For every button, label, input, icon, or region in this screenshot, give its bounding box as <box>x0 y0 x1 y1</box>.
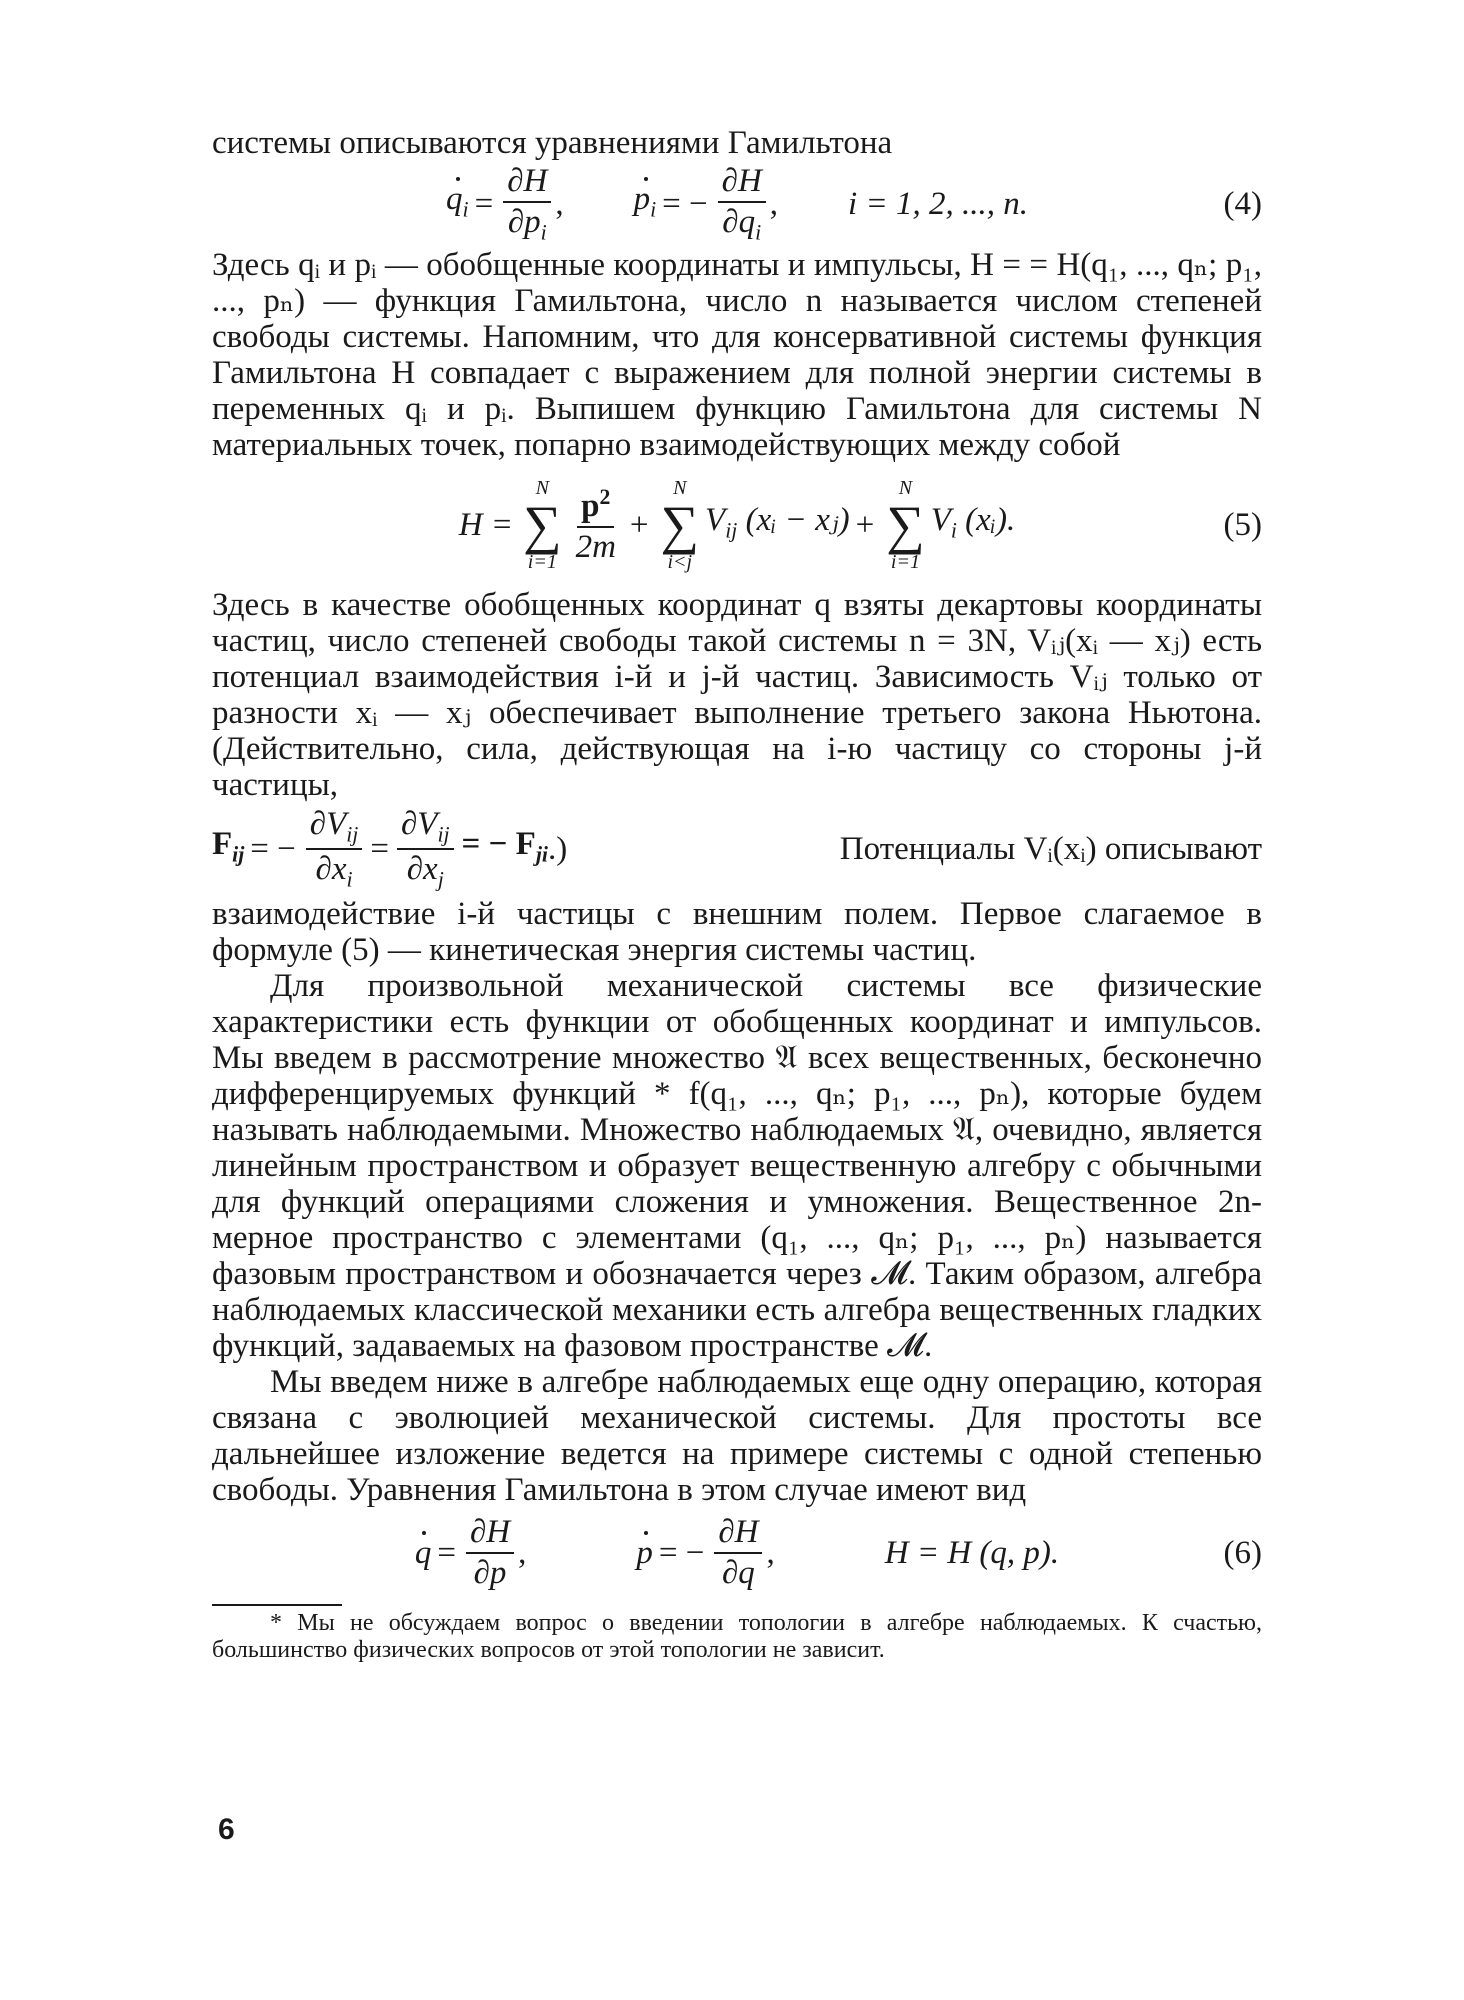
eq5-sum-3: N ∑ i=1 <box>886 477 925 573</box>
force-rhs: = − $F_{ji}$ <box>461 826 548 867</box>
eq5-plus-1: + <box>629 507 649 543</box>
force-lhs: $F_{ij}$ <box>212 826 245 867</box>
eq6-number: (6) <box>1223 1534 1262 1571</box>
eq4-range: i = 1, 2, ..., n. <box>848 186 1028 222</box>
eq6-frac-1: $\frac{\partial H}{\partial p}$ <box>466 1515 514 1590</box>
force-frac-1: $\frac{\partial V_{ij}}{\partial x_i}$ <box>306 807 363 892</box>
equation-4 <box>212 162 1262 245</box>
paragraph-2: Здесь qᵢ и pᵢ — обобщенные координаты и импульсы, H = = H(q₁, ..., qₙ; p₁, ..., pₙ) — функция Гамильтона, число n называется числом степеней свободы системы. Напомним, что для консервативной системы функция Гамильтона H совпадает с выражением для полной энергии системы в переменных qᵢ и pᵢ. Выпишем функцию Гамильтона для системы N материальных точек, попарно взаимодействующих между собой <box>212 247 1262 463</box>
eq5-sum-1: N ∑ i=1 <box>523 477 562 573</box>
eq6-comma-2: , <box>766 1534 775 1571</box>
eq4-frac-1: $\frac{\partial H}{\partial p_i}$ <box>503 164 551 244</box>
force-frac-2: $\frac{\partial V_{ij}}{\partial x_j}$ <box>397 807 454 892</box>
page-number: 6 <box>218 1813 235 1846</box>
eq6-equals: = <box>437 1534 456 1571</box>
eq5-plus-2: + <box>855 507 875 543</box>
eq6-minus-equals: = − <box>658 1534 705 1571</box>
eq5-lhs: H = <box>458 507 514 543</box>
eq6-pdot: p <box>636 1534 653 1571</box>
force-tail: Потенциалы Vᵢ(xᵢ) описывают <box>839 831 1262 868</box>
eq6-qdot: q <box>414 1534 432 1571</box>
paragraph-3: Здесь в качестве обобщенных координат q взяты декартовы координаты частиц, число степеней свободы такой системы n = 3N, Vᵢⱼ(xᵢ — xⱼ) есть потенциал взаимодействия i-й и j-й частиц. Зависимость Vᵢⱼ только от разности xᵢ — xⱼ обеспечивает выполнение третьего закона Ньютона. (Действительно, сила, действующая на i-ю частицу со стороны j-й частицы, <box>212 587 1262 803</box>
force-eq-minus: = − <box>250 831 296 868</box>
eq4-minus-equals: = − <box>662 186 708 222</box>
force-eq: = <box>370 831 389 868</box>
eq6-frac-2: $\frac{\partial H}{\partial q}$ <box>714 1515 762 1590</box>
eq6-rhs: H = H (q, p). <box>884 1534 1060 1571</box>
equation-6 <box>212 1514 1262 1592</box>
eq4-qdot: $q_i$ <box>446 181 469 228</box>
eq4-frac-2: $\frac{\partial H}{\partial q_i}$ <box>718 164 766 244</box>
paragraph-6: Мы введем ниже в алгебре наблюдаемых еще одну операцию, которая связана с эволюцией механической системы. Для простоты все дальнейшее изложение ведется на примере системы с одной степенью свободы. Уравнения Гамильтона в этом случае имеют вид <box>212 1363 1262 1508</box>
eq5-number: (5) <box>1223 507 1262 543</box>
eq6-comma-1: , <box>518 1534 527 1571</box>
eq4-equals: = <box>474 186 494 222</box>
force-formula-line <box>212 807 1262 892</box>
eq5-sum-2: N ∑ i<j <box>660 477 700 573</box>
paragraph-1: системы описываются уравнениями Гамильтона <box>212 125 893 161</box>
force-close: .) <box>547 831 568 868</box>
eq5-term-2: $V_{ij}$ (xᵢ − xⱼ) <box>705 501 850 543</box>
eq4-comma-2: , <box>769 186 779 222</box>
equation-5 <box>212 469 1262 581</box>
eq4-number: (4) <box>1223 186 1262 222</box>
eq4-pdot: $p_i$ <box>634 181 657 228</box>
eq5-kinetic-frac: $\frac{p^2}{2m}$ <box>575 484 616 565</box>
eq5-term-3: $V_i$ (xᵢ). <box>930 501 1016 543</box>
page-body <box>212 125 1262 1664</box>
eq4-comma-1: , <box>555 186 564 222</box>
paragraph-4: взаимодействие i-й частицы с внешним полем. Первое слагаемое в формуле (5) — кинетическая энергия системы частиц. <box>212 895 1262 968</box>
footnote-rule <box>212 1604 342 1606</box>
paragraph-5: Для произвольной механической системы все физические характеристики есть функции от обобщенных координат и импульсов. Мы введем в рассмотрение множество 𝔄 всех вещественных, бесконечно дифференцируемых функций * f(q₁, ..., qₙ; p₁, ..., pₙ), которые будем называть наблюдаемыми. Множество наблюдаемых 𝔄, очевидно, является линейным пространством и образует вещественную алгебру с обычными для функций операциями сложения и умножения. Вещественное 2n-мерное пространство с элементами (q₁, ..., qₙ; p₁, ..., pₙ) называется фазовым пространством и обозначается через 𝓜. Таким образом, алгебра наблюдаемых классической механики есть алгебра вещественных гладких функций, задаваемых на фазовом пространстве 𝓜. <box>212 967 1262 1364</box>
footnote: * Мы не обсуждаем вопрос о введении топологии в алгебре наблюдаемых. К счастью, большинство физических вопросов от этой топологии не зависит. <box>212 1609 1262 1663</box>
